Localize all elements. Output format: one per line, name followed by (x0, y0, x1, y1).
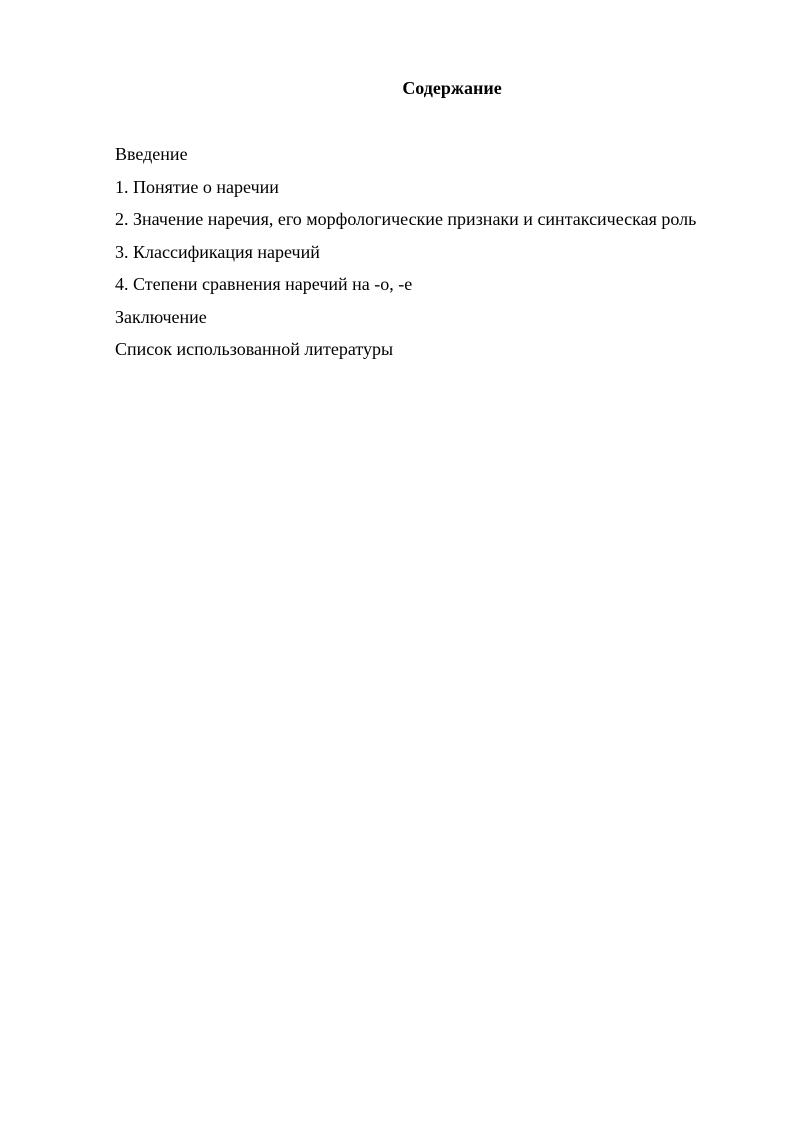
toc-item-2: 2. Значение наречия, его морфологические признаки и синтаксическая роль (115, 209, 697, 229)
toc-item-1: 1. Понятие о наречии (115, 176, 279, 197)
toc-item-4: 4. Степени сравнения наречий на -о, -е (115, 274, 413, 294)
page-title: Содержание (402, 78, 502, 98)
toc-item-3: 3. Классификация наречий (115, 241, 320, 262)
toc-item-references: Список использованной литературы (115, 339, 394, 359)
toc-item-introduction: Введение (115, 144, 188, 164)
table-of-contents (115, 143, 775, 371)
toc-item-conclusion: Заключение (115, 306, 207, 327)
